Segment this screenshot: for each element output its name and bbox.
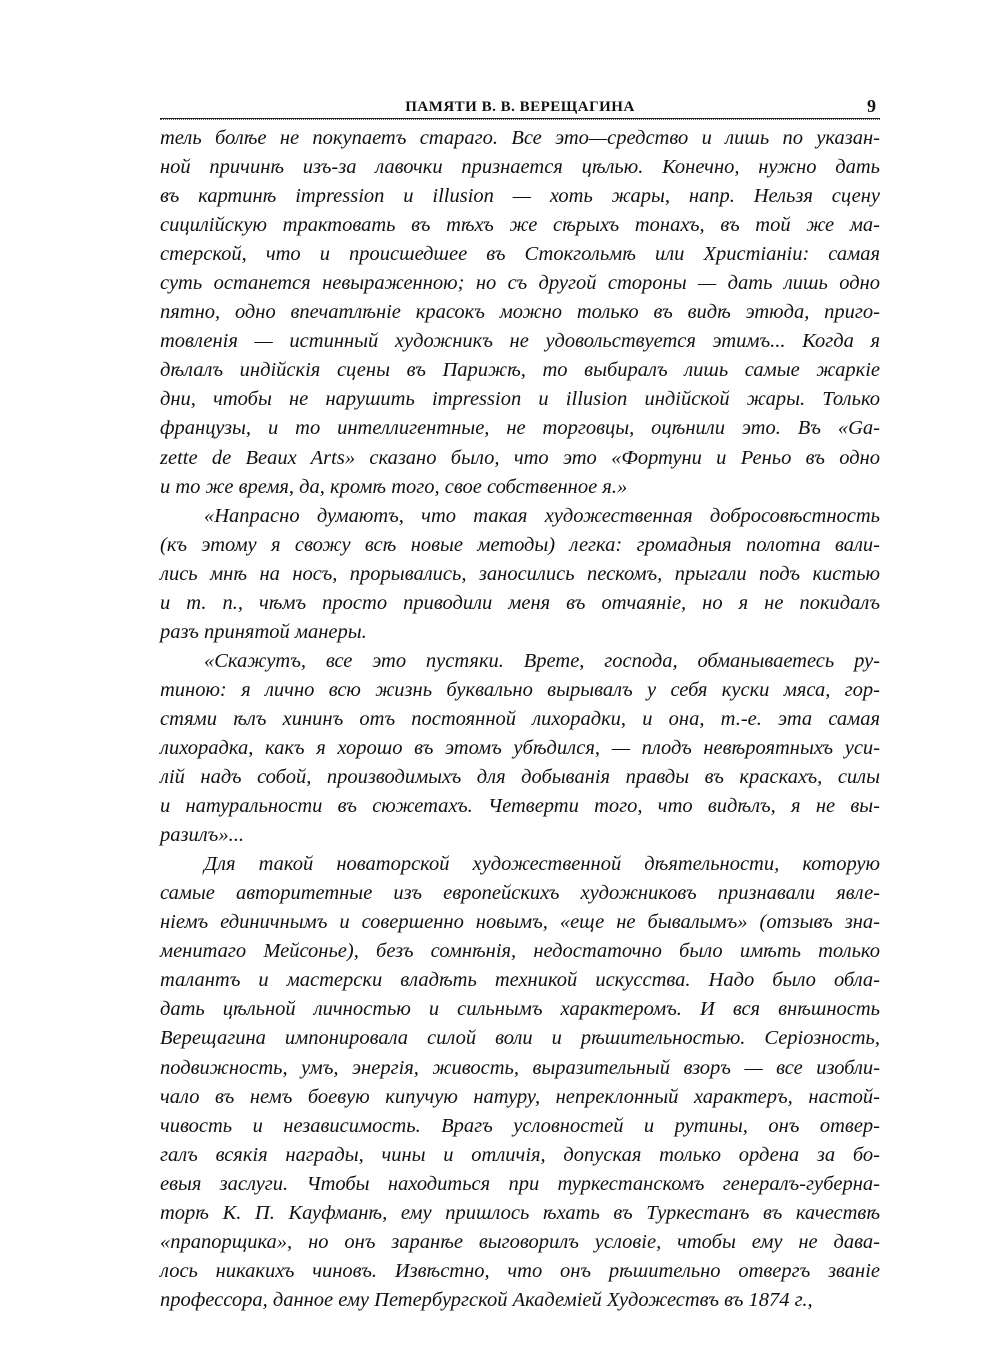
text-line: лись мнѣ на носъ, прорывались, заносились пескомъ, прыгали подъ кистью	[160, 562, 880, 585]
text-line: галъ всякія награды, чины и отличія, допуская только ордена за бо-	[160, 1143, 880, 1166]
text-line: стерской, что и происшедшее въ Стокгольмѣ или Христіаніи: самая	[160, 243, 880, 266]
text-line: евыя заслуги. Чтобы находиться при туркестанскомъ генералъ-губерна-	[160, 1172, 880, 1195]
text-line: Для такой новаторской художественной дѣятельности, которую	[204, 853, 880, 876]
text-line: чало въ немъ боевую кипучую натуру, непреклонный характеръ, настой-	[160, 1085, 880, 1108]
paragraph	[160, 647, 880, 850]
text-line: «Скажутъ, все это пустяки. Врете, господа, обманываетесь ру-	[204, 649, 880, 672]
body-text	[160, 124, 880, 1315]
text-line: лій надъ собой, производимыхъ для добыванія правды въ краскахъ, силы	[160, 766, 880, 789]
text-line: профессора, данное ему Петербургской Академіей Художествъ въ 1874 г.,	[160, 1288, 813, 1311]
text-line: французы, и то интеллигентные, не торговцы, оцѣнили это. Въ «Ga-	[160, 417, 880, 440]
text-line: и то же время, да, кромѣ того, свое собственное я.»	[160, 475, 628, 498]
paragraph	[160, 502, 880, 647]
text-line: разъ принятой манеры.	[160, 620, 367, 643]
text-line: торѣ К. П. Кауфманѣ, ему пришлось ѣхать въ Туркестанъ въ качествѣ	[160, 1201, 880, 1224]
text-line: дать цѣльной личностью и сильнымъ характеромъ. И вся внѣшность	[160, 998, 880, 1021]
running-header	[160, 96, 880, 122]
text-line: стями ѣлъ хининъ отъ постоянной лихорадки, и она, т.-е. эта самая	[160, 707, 880, 730]
text-line: дни, чтобы не нарушить impression и illusion индійской жары. Только	[160, 388, 880, 411]
text-line: тиною: я лично всю жизнь буквально вырывалъ у себя куски мяса, гор-	[160, 678, 880, 701]
text-line: и натуральности въ сюжетахъ. Четверти того, что видѣлъ, я не вы-	[160, 795, 880, 818]
paragraph	[160, 124, 880, 502]
text-line: и т. п., чѣмъ просто приводили меня въ отчаяніе, но я не покидалъ	[160, 591, 880, 614]
text-line: (къ этому я свожу всѣ новые методы) легка: громадныя полотна вали-	[160, 533, 880, 556]
text-line: менитаго Мейсонье), безъ сомнѣнія, недостаточно было имѣть только	[160, 940, 880, 963]
text-line: дѣлалъ индійскія сцены въ Парижѣ, то выбиралъ лишь самые жаркіе	[160, 359, 880, 382]
text-line: товленія — истинный художникъ не удовольствуется этимъ... Когда я	[160, 330, 880, 353]
text-line: лось никакихъ чиновъ. Извѣстно, что онъ рѣшительно отвергъ званіе	[160, 1259, 880, 1282]
text-line: тель болѣе не покупаетъ стараго. Все это—средство и лишь по указан-	[160, 127, 880, 149]
text-line: подвижность, умъ, энергія, живость, выразительный взоръ — все изобли-	[160, 1056, 880, 1079]
text-line: «Напрасно думаютъ, что такая художественная добросовѣстность	[204, 504, 880, 527]
text-line: въ картинѣ impression и illusion — хоть жары, напр. Нельзя сцену	[160, 185, 880, 208]
text-line: чивость и независимость. Врагъ условностей и рутины, онъ отвер-	[160, 1114, 880, 1137]
text-line: разилъ»...	[160, 824, 244, 847]
text-line: zette de Beaux Arts» сказано было, что это «Фортуни и Реньо въ одно	[160, 446, 880, 469]
text-line: «прапорщика», но онъ заранѣе выговорилъ условіе, чтобы ему не дава-	[160, 1230, 880, 1253]
text-line: Верещагина импонировала силой воли и рѣшительностью. Серіозность,	[160, 1027, 880, 1050]
running-title: ПАМЯТИ В. В. ВЕРЕЩАГИНА	[405, 99, 635, 115]
text-line: сицилійскую трактовать въ тѣхъ же сѣрыхъ тонахъ, въ той же ма-	[160, 214, 880, 237]
text-line: ной причинѣ изъ-за лавочки признается цѣлью. Конечно, нужно дать	[160, 156, 880, 179]
text-line: талантъ и мастерски владѣть техникой искусства. Надо было обла-	[160, 969, 880, 992]
text-line: лихорадка, какъ я хорошо въ этомъ убѣдился, — плодъ невѣроятныхъ уси-	[160, 736, 880, 759]
text-line: ніемъ единичнымъ и совершенно новымъ, «еще не бывалымъ» (отзывъ зна-	[160, 911, 880, 934]
text-line: суть останется невыраженною; но съ другой стороны — дать лишь одно	[160, 272, 880, 295]
header-rule	[160, 118, 880, 120]
text-line: самые авторитетные изъ европейскихъ художниковъ признавали явле-	[160, 882, 880, 905]
page-number: 9	[867, 96, 876, 116]
text-line: пятно, одно впечатлѣніе красокъ можно только въ видѣ этюда, приго-	[160, 301, 880, 324]
paragraph	[160, 850, 880, 1315]
